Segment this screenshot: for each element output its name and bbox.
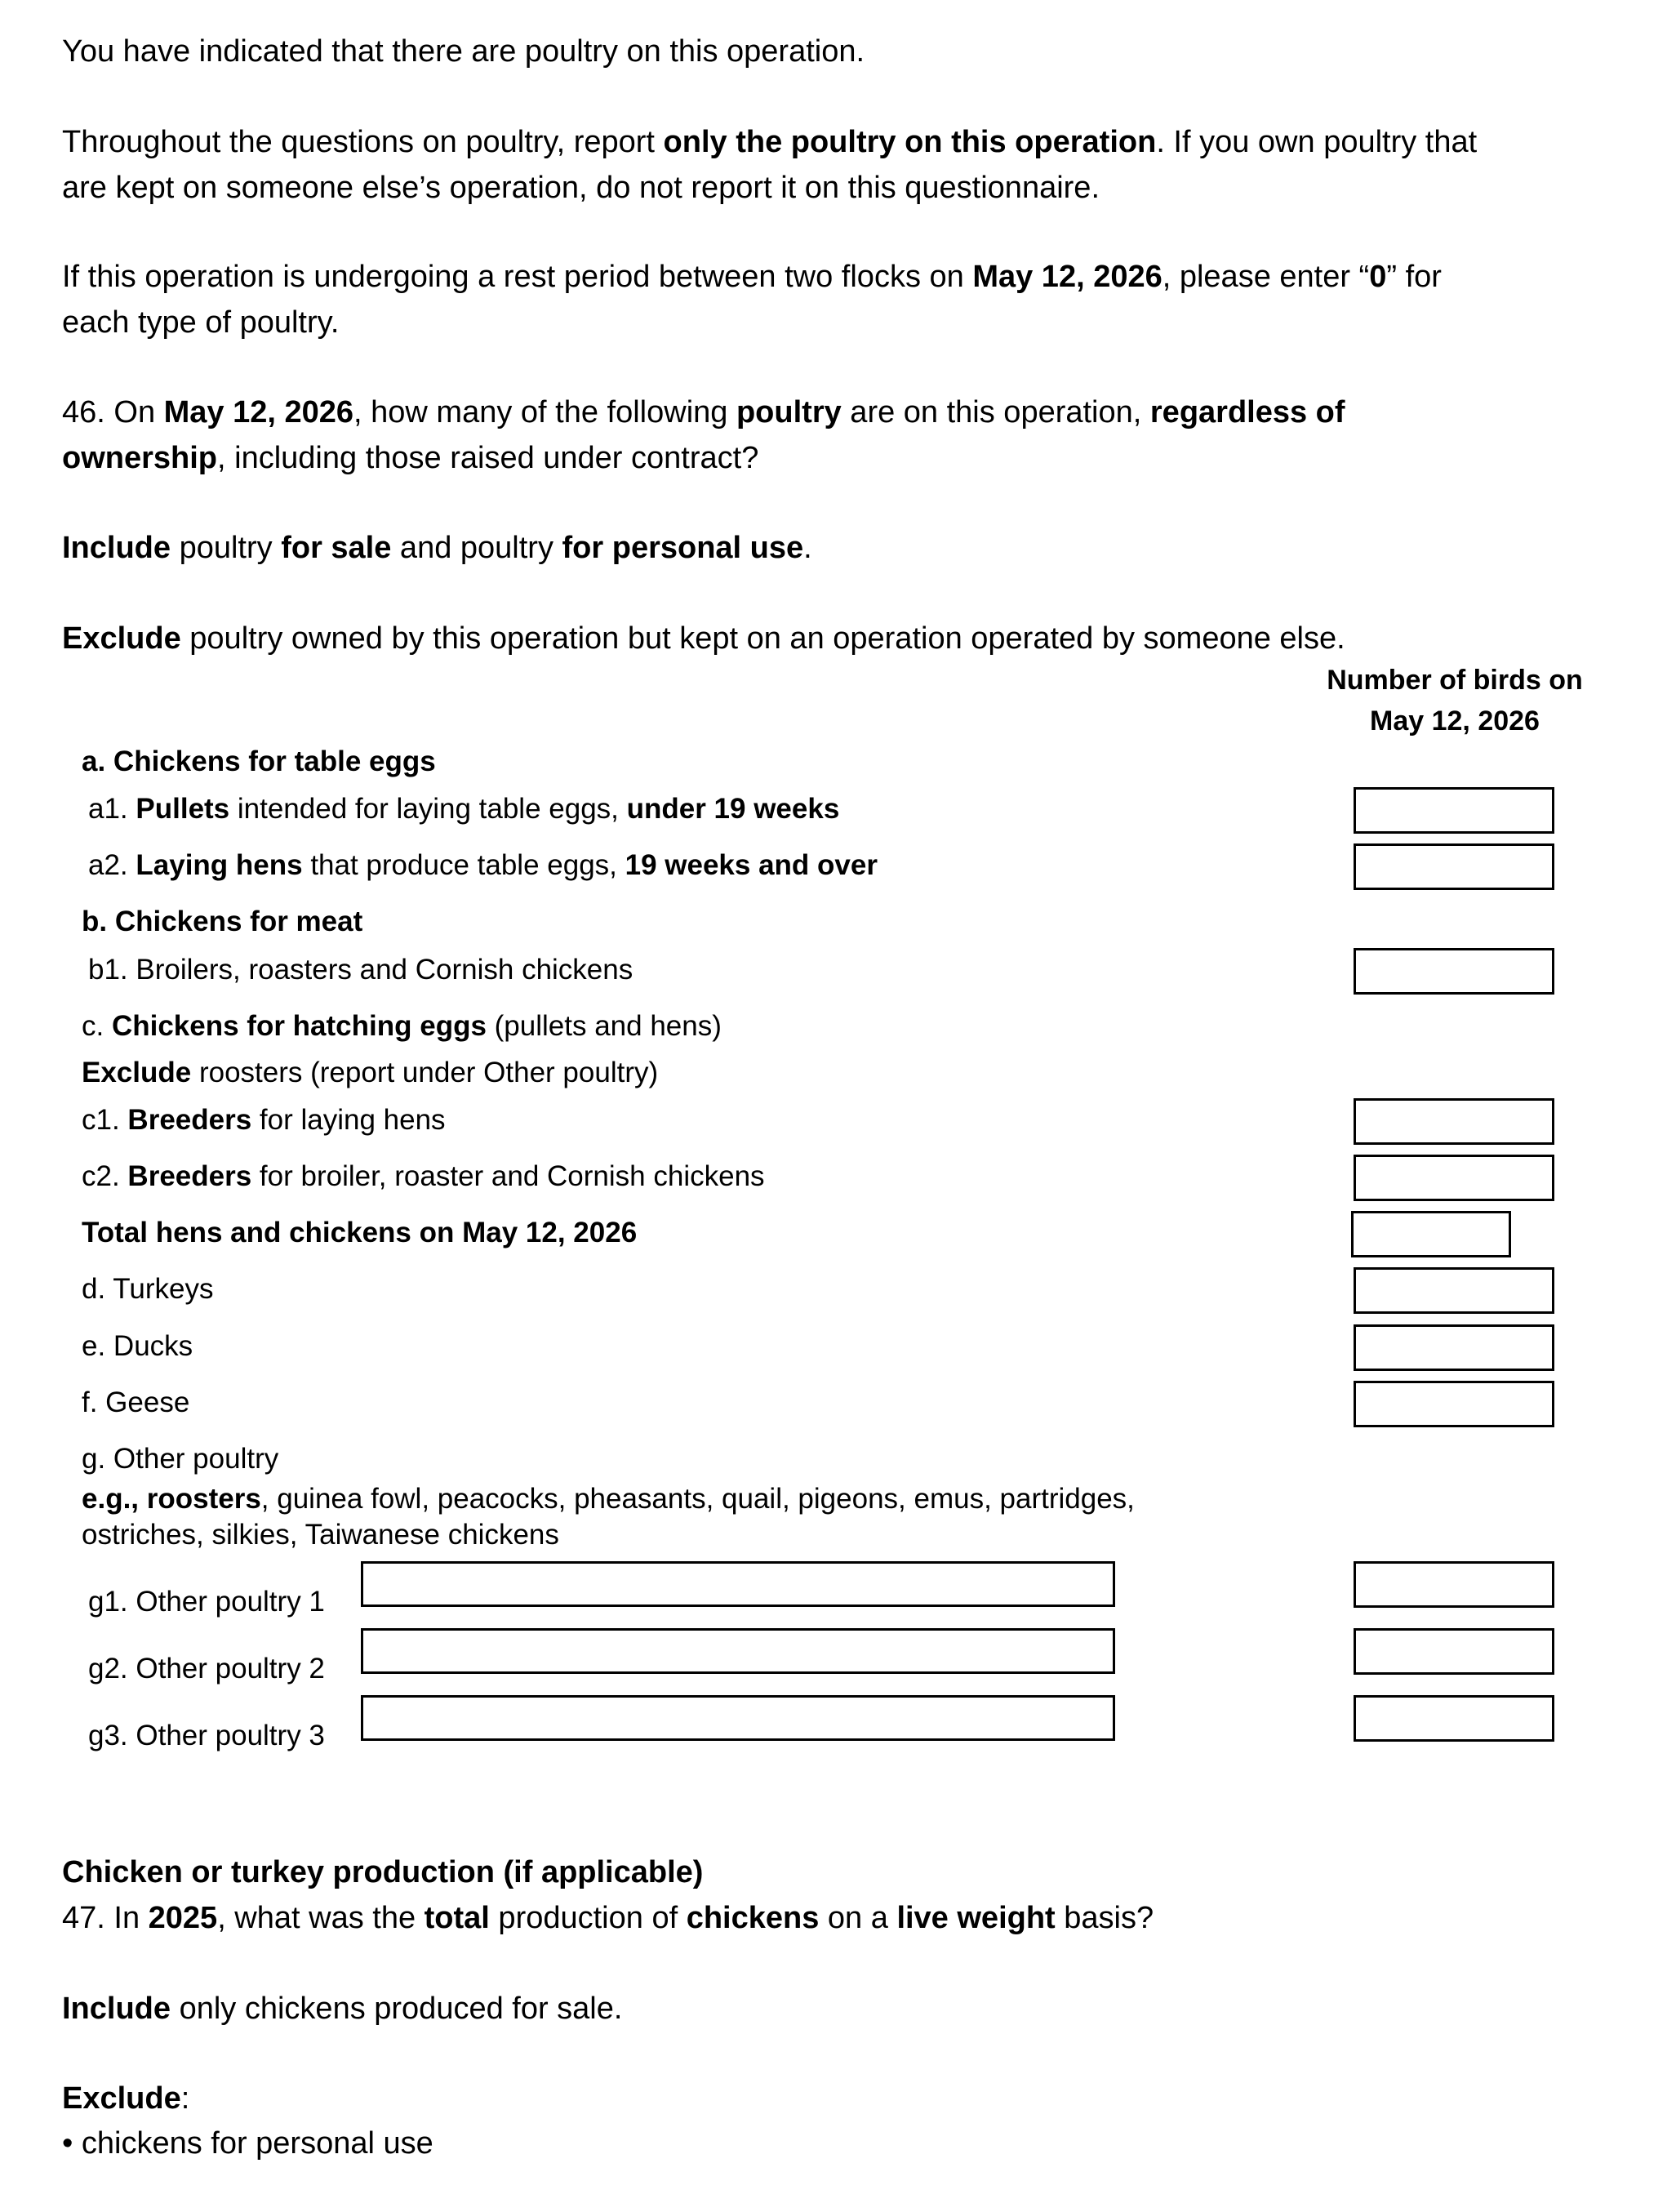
- c2-count-input[interactable]: [1354, 1155, 1554, 1201]
- item-a2-label: a2. Laying hens that produce table eggs, 19 weeks and over: [88, 849, 878, 881]
- a2-count-input[interactable]: [1354, 843, 1554, 890]
- g3-count-input[interactable]: [1354, 1695, 1554, 1742]
- g1-name-input[interactable]: [361, 1561, 1115, 1607]
- item-c1-label: c1. Breeders for laying hens: [82, 1104, 446, 1136]
- intro-paragraph-1: You have indicated that there are poultry on this operation.: [62, 34, 865, 69]
- e-count-input[interactable]: [1354, 1324, 1554, 1371]
- item-g2-label: g2. Other poultry 2: [88, 1653, 325, 1685]
- item-b-label: b. Chickens for meat: [82, 906, 363, 937]
- column-header: Number of birds on May 12, 2026: [1327, 665, 1583, 737]
- question-46-include: Include poultry for sale and poultry for personal use.: [62, 531, 812, 565]
- item-c-exclude: Exclude roosters (report under Other poultry): [82, 1057, 659, 1088]
- question-47-text: 47. In 2025, what was the total production of chickens on a live weight basis?: [62, 1901, 1154, 1935]
- g1-count-input[interactable]: [1354, 1561, 1554, 1608]
- item-b1-label: b1. Broilers, roasters and Cornish chickens: [88, 954, 634, 986]
- g3-name-input[interactable]: [361, 1695, 1115, 1741]
- question-46-text: 46. On May 12, 2026, how many of the following poultry are on this operation, regardless of ownership, including those raised under contract?: [62, 395, 1345, 475]
- item-a1-label: a1. Pullets intended for laying table eggs, under 19 weeks: [88, 793, 840, 825]
- item-g1-label: g1. Other poultry 1: [88, 1586, 325, 1618]
- question-47-exclude: Exclude:: [62, 2081, 190, 2116]
- total-label: Total hens and chickens on May 12, 2026: [82, 1217, 638, 1248]
- question-47-include: Include only chickens produced for sale.: [62, 1992, 623, 2026]
- item-d-label: d. Turkeys: [82, 1273, 214, 1305]
- f-count-input[interactable]: [1354, 1381, 1554, 1427]
- g2-count-input[interactable]: [1354, 1628, 1554, 1675]
- item-c2-label: c2. Breeders for broiler, roaster and Cornish chickens: [82, 1160, 765, 1192]
- question-47-bullet-1: • chickens for personal use: [62, 2126, 433, 2161]
- item-g-label: g. Other poultry: [82, 1443, 279, 1475]
- intro-paragraph-2: Throughout the questions on poultry, report only the poultry on this operation. If you own poultry that are kept on someone else’s operation, do not report it on this questionnaire.: [62, 125, 1478, 205]
- item-e-label: e. Ducks: [82, 1330, 193, 1362]
- question-46-exclude: Exclude poultry owned by this operation but kept on an operation operated by someone else.: [62, 621, 1345, 656]
- b1-count-input[interactable]: [1354, 948, 1554, 995]
- item-g-examples: e.g., roosters, guinea fowl, peacocks, pheasants, quail, pigeons, emus, partridges, ostriches, silkies, Taiwanese chickens: [82, 1483, 1135, 1551]
- item-f-label: f. Geese: [82, 1386, 190, 1418]
- c1-count-input[interactable]: [1354, 1098, 1554, 1145]
- a1-count-input[interactable]: [1354, 787, 1554, 834]
- item-g3-label: g3. Other poultry 3: [88, 1720, 325, 1751]
- item-a-label: a. Chickens for table eggs: [82, 745, 436, 777]
- d-count-input[interactable]: [1354, 1267, 1554, 1314]
- item-c-label: c. Chickens for hatching eggs (pullets and hens): [82, 1010, 722, 1042]
- total-count-input[interactable]: [1351, 1211, 1511, 1257]
- g2-name-input[interactable]: [361, 1628, 1115, 1674]
- question-47-heading: Chicken or turkey production (if applicable): [62, 1855, 704, 1889]
- intro-paragraph-3: If this operation is undergoing a rest period between two flocks on May 12, 2026, please enter “0” for each type of poultry.: [62, 260, 1442, 340]
